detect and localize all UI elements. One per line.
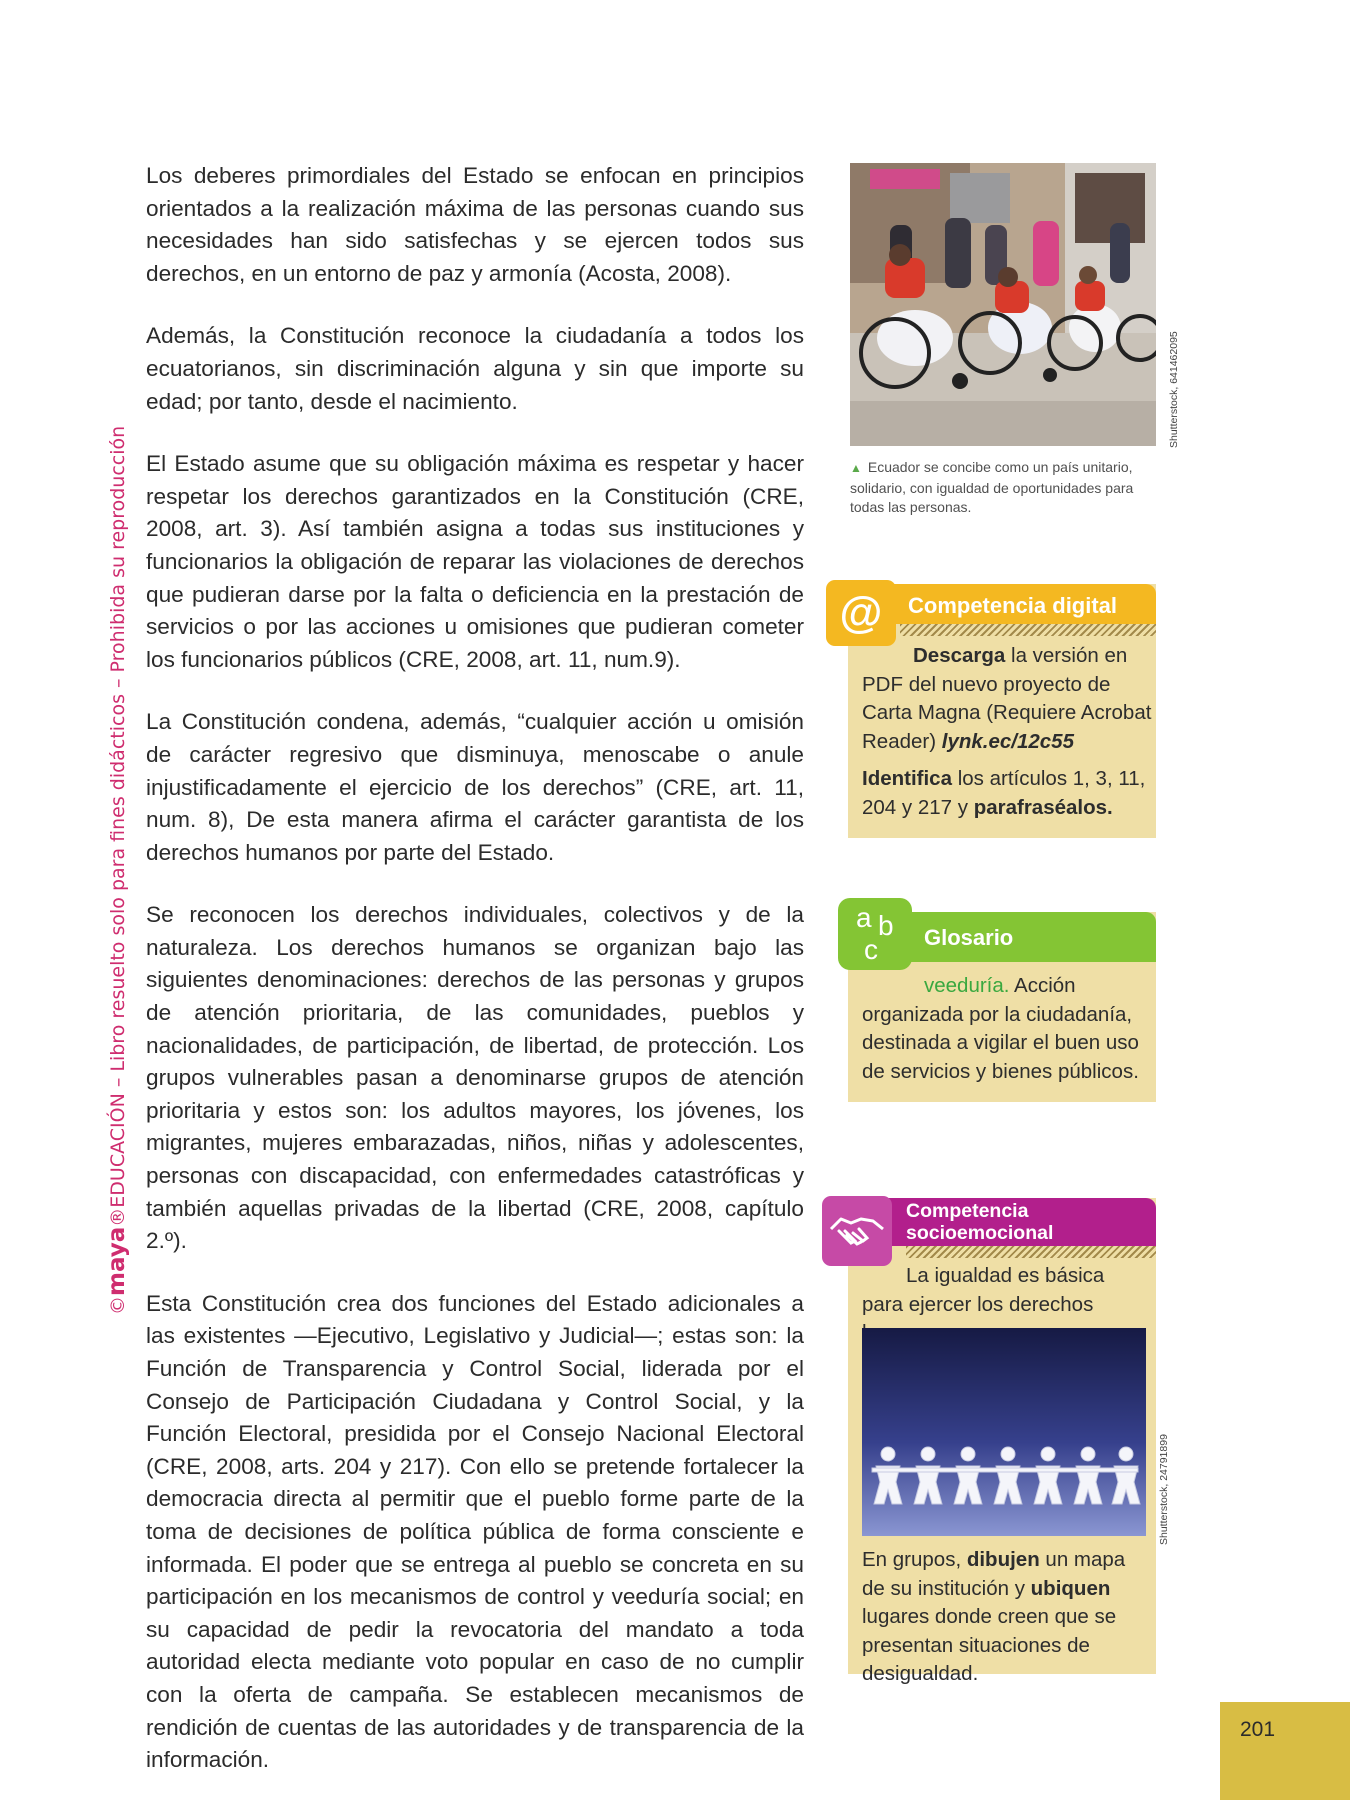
handshake-icon <box>822 1196 892 1266</box>
glossary-abc-icon: a b c <box>838 898 912 970</box>
parade-photo <box>850 163 1156 446</box>
side-watermark <box>104 426 130 1315</box>
at-sign-icon: @ <box>826 580 896 646</box>
photo2-credit: Shutterstock, 24791899 <box>1158 1434 1170 1545</box>
glossary-term: veeduría. <box>924 974 1010 997</box>
paragraph-1: Los deberes primordiales del Estado se enfocan en principios orientados a la realización máxima de las personas cuando sus necesidades han sido satisfechas y se ejercen todos sus derechos, en un entorno de paz y armonía (Acosta, 2008). <box>146 163 804 286</box>
digital-paragraph-2: Identifica los artículos 1, 3, 11, 204 y 217 y parafraséalos. <box>862 767 1146 819</box>
watermark-registered: ® <box>107 1207 129 1227</box>
socio-task: En grupos, dibujen un mapa de su institución y ubiquen lugares donde creen que se presentan situaciones de desigualdad. <box>862 1548 1126 1685</box>
digital-link[interactable]: lynk.ec/12c55 <box>941 729 1074 753</box>
photo1-caption-text: Ecuador se concibe como un país unitario, solidario, con igualdad de oportunidades para todas las personas. <box>850 459 1134 515</box>
socio-header <box>848 1198 1156 1246</box>
watermark-copyright: © <box>107 1296 129 1315</box>
paragraph-6: Esta Constitución crea dos funciones del Estado adicionales a las existentes —Ejecutivo, Legislativo y Judicial—; estas son: la Función de Transparencia y Control Social, liderada por el Consejo de Participación Ciudadana y Control Social, y la Función Electoral, presidida por el Consejo Nacional Electoral (CRE, 2008, arts. 204 y 217). Con ello se pretende fortalecer la democracia directa al permitir que el pueblo forme parte de la toma de decisiones de política pública de forma consciente e informada. El poder que se entrega al pueblo se concreta en su participación en los mecanismos de control y veeduría social; en su capacidad de pedir la revocatoria del mandato a toda autoridad electa mediante voto popular en caso de no cumplir con la oferta de campaña. Se establecen mecanismos de rendición de cuentas de las autoridades y de transparencia de la información. <box>146 1290 804 1773</box>
paragraph-3: El Estado asume que su obligación máxima es respetar y hacer respetar los derechos garantizados en la Constitución (CRE, 2008, art. 3). Así también asigna a todas sus instituciones y funcionarios la obligación de reparar las violaciones de derechos que pudieran darse por la falta o deficiencia en la prestación de servicios o por las acciones u omisiones que pudieran cometer los funcionarios públicos (CRE, 2008, art. 11, num.9). <box>146 451 804 672</box>
photo1-caption <box>850 458 1160 518</box>
socio-title: Competencia socioemocional <box>906 1200 1054 1244</box>
paper-dolls-image <box>862 1328 1146 1536</box>
page-number: 201 <box>1240 1718 1276 1741</box>
glosario-title: Glosario <box>924 925 1014 950</box>
caption-triangle-icon: ▲ <box>850 461 862 475</box>
main-text-column <box>146 160 804 1807</box>
socio-hatch <box>906 1246 1156 1258</box>
digital-title: Competencia digital <box>908 593 1118 618</box>
page-number-block <box>1220 1702 1350 1800</box>
socio-intro: La igualdad es básica para ejercer los derechos <box>862 1264 1105 1316</box>
glossary-definition: Acción organizada por la ciudadanía, destinada a vigilar el buen uso de servicios y bienes públicos. <box>862 974 1139 1083</box>
watermark-brand: maya <box>104 1226 130 1296</box>
glosario-text <box>862 972 1147 1095</box>
digital-paragraph-1: Descarga la versión en PDF del nuevo proyecto de Carta Magna (Requiere Acrobat Reader) lynk.ec/12c55 <box>862 644 1152 753</box>
digital-hatch <box>900 624 1156 636</box>
photo1-credit: Shutterstock, 641462095 <box>1168 331 1180 448</box>
paragraph-2: Además, la Constitución reconoce la ciudadanía a todos los ecuatorianos, sin discriminación alguna y sin que importe su edad; por tanto, desde el nacimiento. <box>146 323 804 414</box>
digital-download-label: Descarga <box>913 644 1006 667</box>
paragraph-4: La Constitución condena, además, “cualquier acción u omisión de carácter regresivo que disminuya, menoscabe o anule injustificadamente el ejercicio de los derechos” (CRE, art. 11, num. 8), De esta manera afirma el carácter garantista de los derechos humanos por parte del Estado. <box>146 709 804 865</box>
paragraph-5: Se reconocen los derechos individuales, colectivos y de la naturaleza. Los derechos humanos se organizan bajo las siguientes denominaciones: derechos de las personas y grupos de atención prioritaria, de las comunidades, pueblos y nacionalidades, de participación, de libertad, de protección. Los grupos vulnerables pasan a denominarse grupos de atención prioritaria y estos son: los adultos mayores, los jóvenes, los migrantes, mujeres embarazadas, niños, niñas y adolescentes, personas con discapacidad, con enfermedades catastróficas y también aquellas privadas de la libertad (CRE, 2008, capítulo 2.º). <box>146 902 804 1254</box>
digital-text <box>862 642 1152 831</box>
watermark-text: EDUCACIÓN – Libro resuelto solo para fines didácticos – Prohibida su reproducción <box>107 425 129 1208</box>
